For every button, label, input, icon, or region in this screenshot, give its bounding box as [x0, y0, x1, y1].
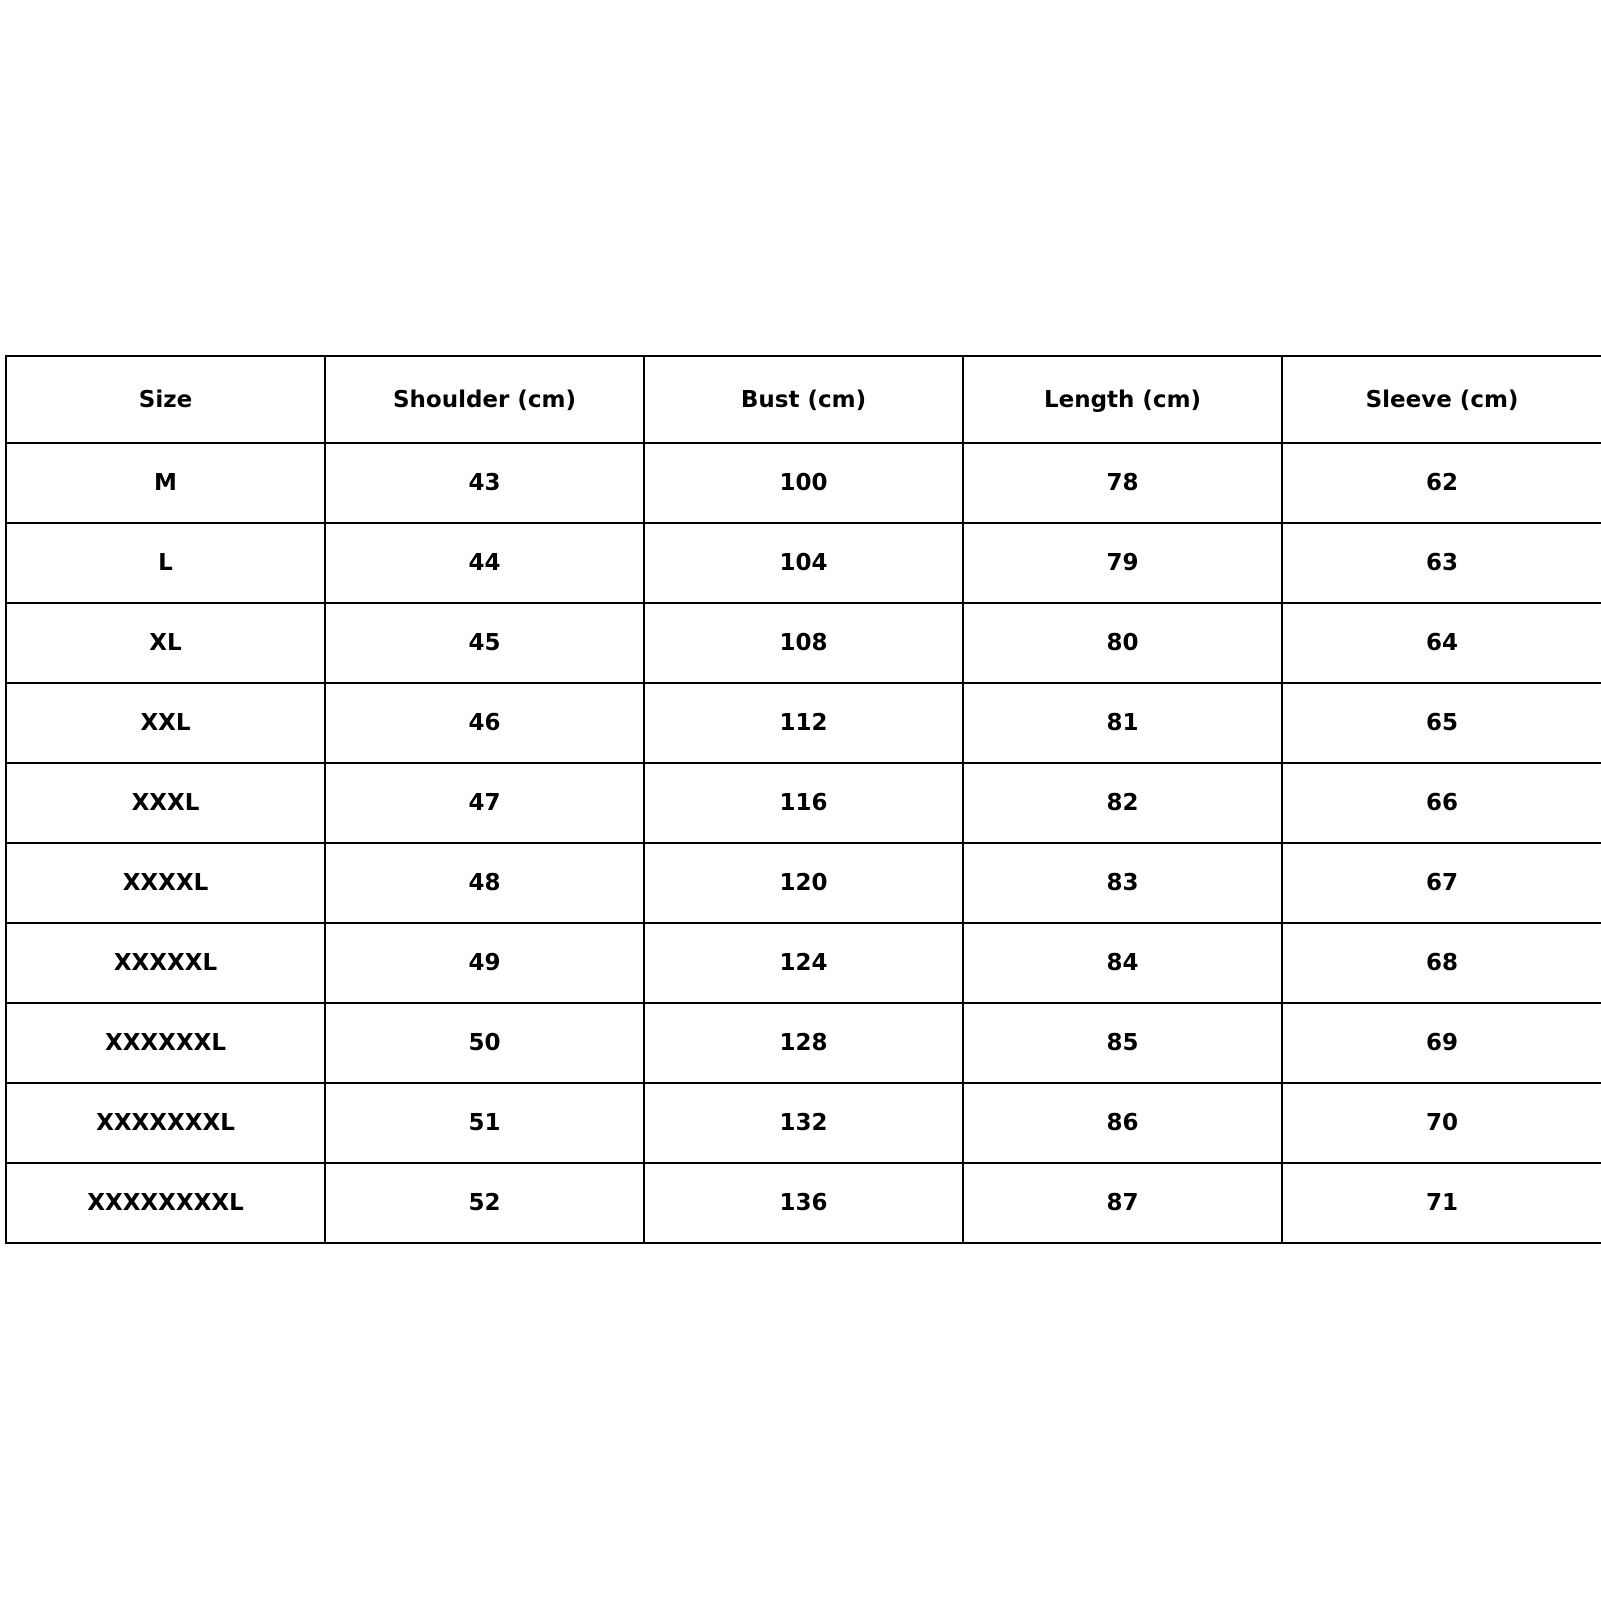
- cell-size: L: [6, 523, 325, 603]
- cell-size: XXXL: [6, 763, 325, 843]
- cell-shoulder: 48: [325, 843, 644, 923]
- table-row: [6, 923, 1601, 1003]
- cell-shoulder: 47: [325, 763, 644, 843]
- table-row: [6, 1083, 1601, 1163]
- size-chart-table: [5, 355, 1601, 1244]
- cell-bust: 104: [644, 523, 963, 603]
- cell-shoulder: 45: [325, 603, 644, 683]
- table-row: [6, 443, 1601, 523]
- cell-bust: 116: [644, 763, 963, 843]
- cell-shoulder: 44: [325, 523, 644, 603]
- table-row: [6, 1163, 1601, 1243]
- cell-bust: 108: [644, 603, 963, 683]
- cell-size: M: [6, 443, 325, 523]
- cell-length: 84: [963, 923, 1282, 1003]
- cell-size: XL: [6, 603, 325, 683]
- header-row: [6, 356, 1601, 443]
- cell-length: 86: [963, 1083, 1282, 1163]
- table-row: [6, 683, 1601, 763]
- cell-length: 82: [963, 763, 1282, 843]
- cell-shoulder: 50: [325, 1003, 644, 1083]
- cell-sleeve: 70: [1282, 1083, 1601, 1163]
- cell-sleeve: 65: [1282, 683, 1601, 763]
- cell-bust: 100: [644, 443, 963, 523]
- cell-sleeve: 67: [1282, 843, 1601, 923]
- table-body: [6, 443, 1601, 1243]
- cell-size: XXXXL: [6, 843, 325, 923]
- cell-sleeve: 71: [1282, 1163, 1601, 1243]
- cell-bust: 112: [644, 683, 963, 763]
- cell-sleeve: 63: [1282, 523, 1601, 603]
- cell-bust: 128: [644, 1003, 963, 1083]
- cell-length: 87: [963, 1163, 1282, 1243]
- table-row: [6, 1003, 1601, 1083]
- cell-sleeve: 64: [1282, 603, 1601, 683]
- cell-sleeve: 62: [1282, 443, 1601, 523]
- cell-sleeve: 68: [1282, 923, 1601, 1003]
- header-length: Length (cm): [963, 356, 1282, 443]
- cell-shoulder: 51: [325, 1083, 644, 1163]
- header-shoulder: Shoulder (cm): [325, 356, 644, 443]
- cell-bust: 124: [644, 923, 963, 1003]
- table-row: [6, 603, 1601, 683]
- cell-length: 83: [963, 843, 1282, 923]
- cell-length: 80: [963, 603, 1282, 683]
- cell-length: 81: [963, 683, 1282, 763]
- header-sleeve: Sleeve (cm): [1282, 356, 1601, 443]
- cell-length: 85: [963, 1003, 1282, 1083]
- table-row: [6, 843, 1601, 923]
- cell-shoulder: 46: [325, 683, 644, 763]
- cell-bust: 136: [644, 1163, 963, 1243]
- cell-size: XXXXXXXXL: [6, 1163, 325, 1243]
- cell-sleeve: 69: [1282, 1003, 1601, 1083]
- cell-shoulder: 49: [325, 923, 644, 1003]
- cell-size: XXXXXL: [6, 923, 325, 1003]
- cell-bust: 120: [644, 843, 963, 923]
- cell-bust: 132: [644, 1083, 963, 1163]
- table-header: [6, 356, 1601, 443]
- cell-size: XXXXXXXL: [6, 1083, 325, 1163]
- table-row: [6, 763, 1601, 843]
- cell-length: 78: [963, 443, 1282, 523]
- header-bust: Bust (cm): [644, 356, 963, 443]
- cell-shoulder: 52: [325, 1163, 644, 1243]
- cell-shoulder: 43: [325, 443, 644, 523]
- cell-size: XXL: [6, 683, 325, 763]
- header-size: Size: [6, 356, 325, 443]
- cell-sleeve: 66: [1282, 763, 1601, 843]
- table-row: [6, 523, 1601, 603]
- cell-size: XXXXXXL: [6, 1003, 325, 1083]
- cell-length: 79: [963, 523, 1282, 603]
